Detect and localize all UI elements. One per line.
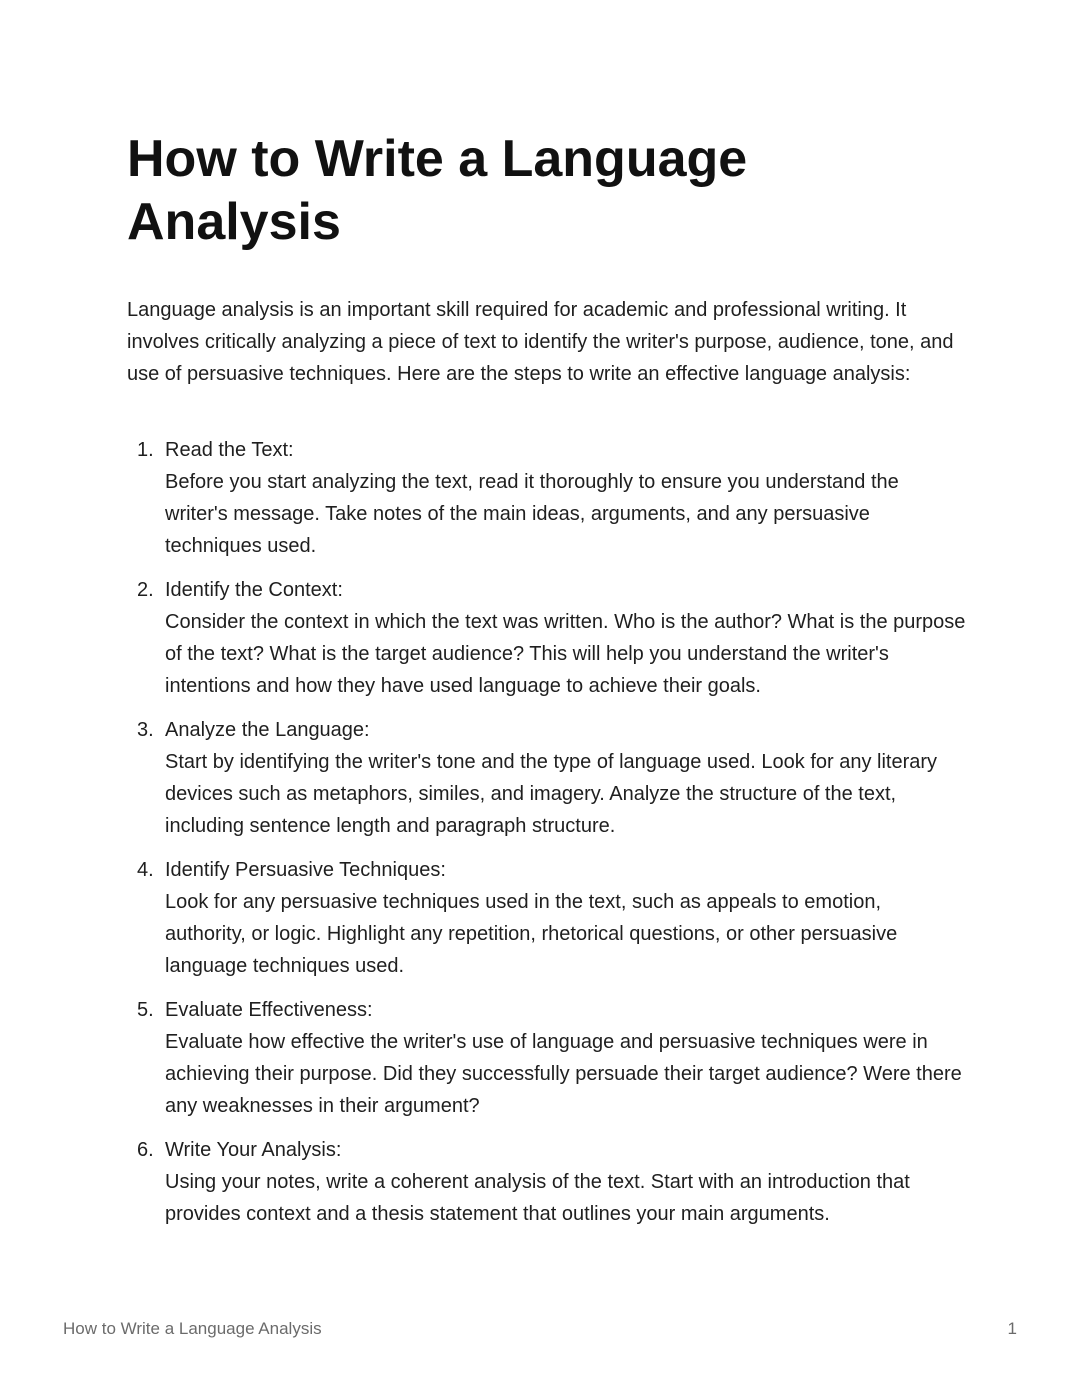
footer-document-title: How to Write a Language Analysis [63, 1319, 322, 1338]
step-body: Look for any persuasive techniques used in the text, such as appeals to emotion, authority, or logic. Highlight any repetition, rhetorical questions, or other persuasive language techniques used. [165, 891, 898, 977]
step-number: 1. [137, 439, 154, 461]
step-number: 6. [137, 1139, 154, 1161]
step-title: Analyze the Language: [165, 719, 370, 741]
step-body: Consider the context in which the text was written. Who is the author? What is the purpose of the text? What is the target audience? This will help you understand the writer's intentions and how they have used language to achieve their goals. [165, 611, 966, 697]
step-item [127, 714, 967, 842]
step-number: 3. [137, 719, 154, 741]
step-item [127, 434, 967, 562]
step-title: Write Your Analysis: [165, 1139, 342, 1161]
step-body: Using your notes, write a coherent analysis of the text. Start with an introduction that provides context and a thesis statement that outlines your main arguments. [165, 1171, 910, 1225]
step-number: 5. [137, 999, 154, 1021]
step-item [127, 854, 967, 982]
footer-page-number: 1 [1007, 1319, 1017, 1338]
step-body: Evaluate how effective the writer's use of language and persuasive techniques were in achieving their purpose. Did they successfully persuade their target audience? Were there any weaknesses in their argument? [165, 1031, 962, 1117]
step-body: Start by identifying the writer's tone and the type of language used. Look for any literary devices such as metaphors, similes, and imagery. Analyze the structure of the text, including sentence length and paragraph structure. [165, 751, 938, 837]
document-title: How to Write a Language Analysis [127, 130, 748, 251]
step-title: Evaluate Effectiveness: [165, 999, 373, 1021]
step-number: 4. [137, 859, 154, 881]
step-item [127, 1134, 967, 1230]
intro-paragraph: Language analysis is an important skill required for academic and professional writing. It involves critically analyzing a piece of text to identify the writer's purpose, audience, tone, and use of persuasive techniques. Here are the steps to write an effective language analysis: [127, 299, 954, 385]
step-item [127, 994, 967, 1122]
step-title: Read the Text: [165, 439, 294, 461]
steps-list [127, 434, 967, 1242]
step-title: Identify Persuasive Techniques: [165, 859, 446, 881]
step-item [127, 574, 967, 702]
step-number: 2. [137, 579, 154, 601]
step-body: Before you start analyzing the text, read it thoroughly to ensure you understand the writer's message. Take notes of the main ideas, arguments, and any persuasive techniques used. [165, 471, 899, 557]
step-title: Identify the Context: [165, 579, 343, 601]
